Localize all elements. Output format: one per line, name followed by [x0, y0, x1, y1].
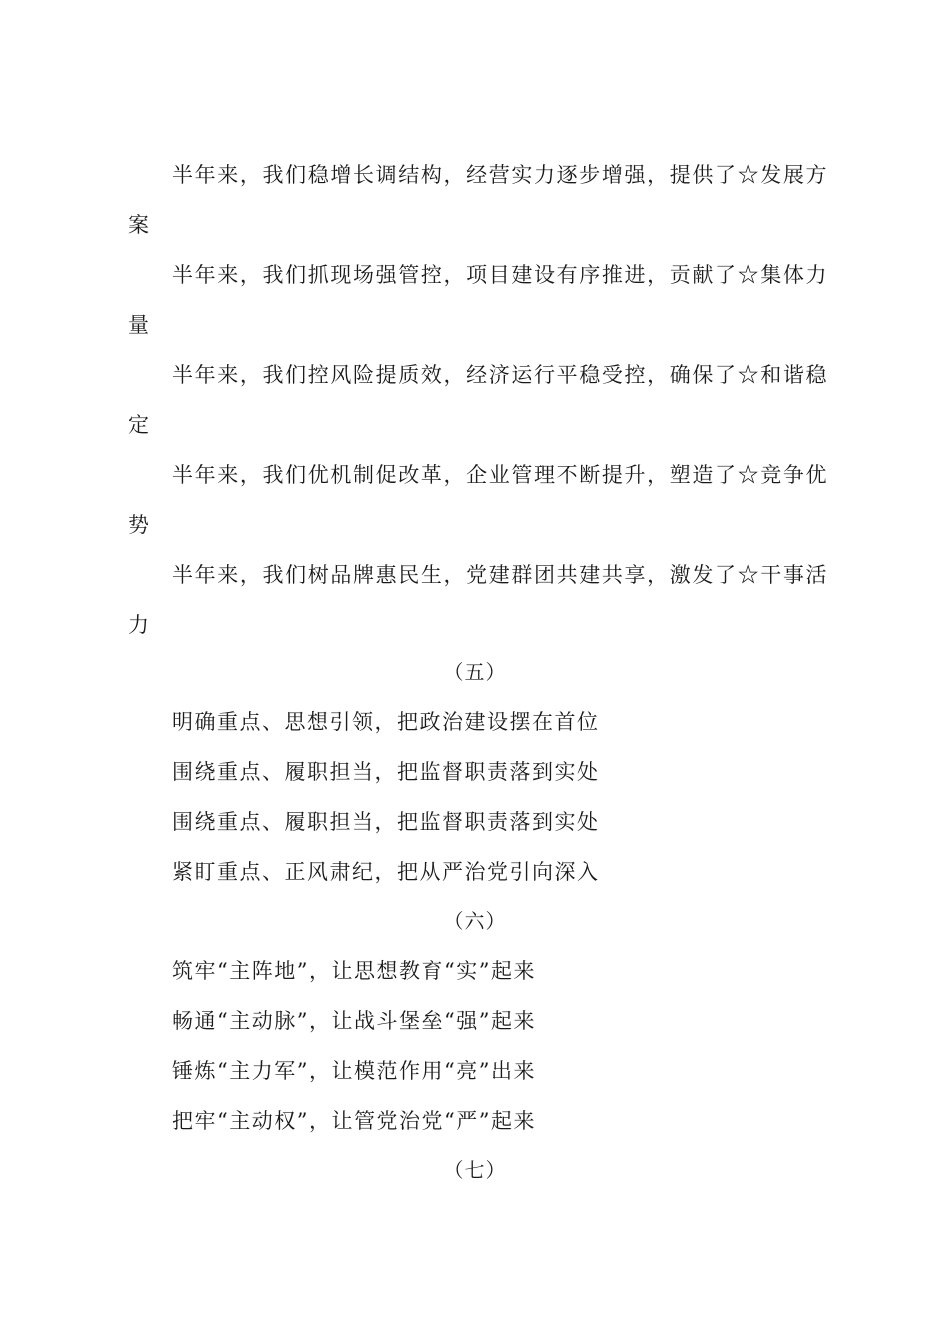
section5-line-2: 围绕重点、履职担当，把监督职责落到实处 [172, 760, 600, 784]
section6-line-2: 畅通“主动脉”，让战斗堡垒“强”起来 [172, 1009, 536, 1033]
section-heading-5: （五） [443, 660, 507, 684]
section6-line-1: 筑牢“主阵地”，让思想教育“实”起来 [172, 959, 536, 983]
section5-line-3: 围绕重点、履职担当，把监督职责落到实处 [172, 810, 600, 834]
summary-paragraph-5 [128, 550, 828, 650]
paragraph-text: 半年来，我们树品牌惠民生，党建群团共建共享，激发了☆干事活力 [128, 563, 828, 637]
section6-line-4: 把牢“主动权”，让管党治党“严”起来 [172, 1109, 536, 1133]
section6-line-3: 锤炼“主力军”，让模范作用“亮”出来 [172, 1059, 536, 1083]
summary-paragraph-1 [128, 150, 828, 250]
paragraph-text: 半年来，我们抓现场强管控，项目建设有序推进，贡献了☆集体力量 [128, 263, 828, 337]
section5-line-1: 明确重点、思想引领，把政治建设摆在首位 [172, 710, 600, 734]
summary-paragraph-3 [128, 350, 828, 450]
summary-paragraph-4 [128, 450, 828, 550]
section5-line-4: 紧盯重点、正风肃纪，把从严治党引向深入 [172, 860, 600, 884]
paragraph-text: 半年来，我们优机制促改革，企业管理不断提升，塑造了☆竞争优势 [128, 463, 828, 537]
section-heading-6: （六） [443, 909, 507, 933]
section-heading-7: （七） [443, 1158, 507, 1182]
paragraph-text: 半年来，我们控风险提质效，经济运行平稳受控，确保了☆和谐稳定 [128, 363, 828, 437]
summary-paragraph-2 [128, 250, 828, 350]
paragraph-text: 半年来，我们稳增长调结构，经营实力逐步增强，提供了☆发展方案 [128, 163, 828, 237]
